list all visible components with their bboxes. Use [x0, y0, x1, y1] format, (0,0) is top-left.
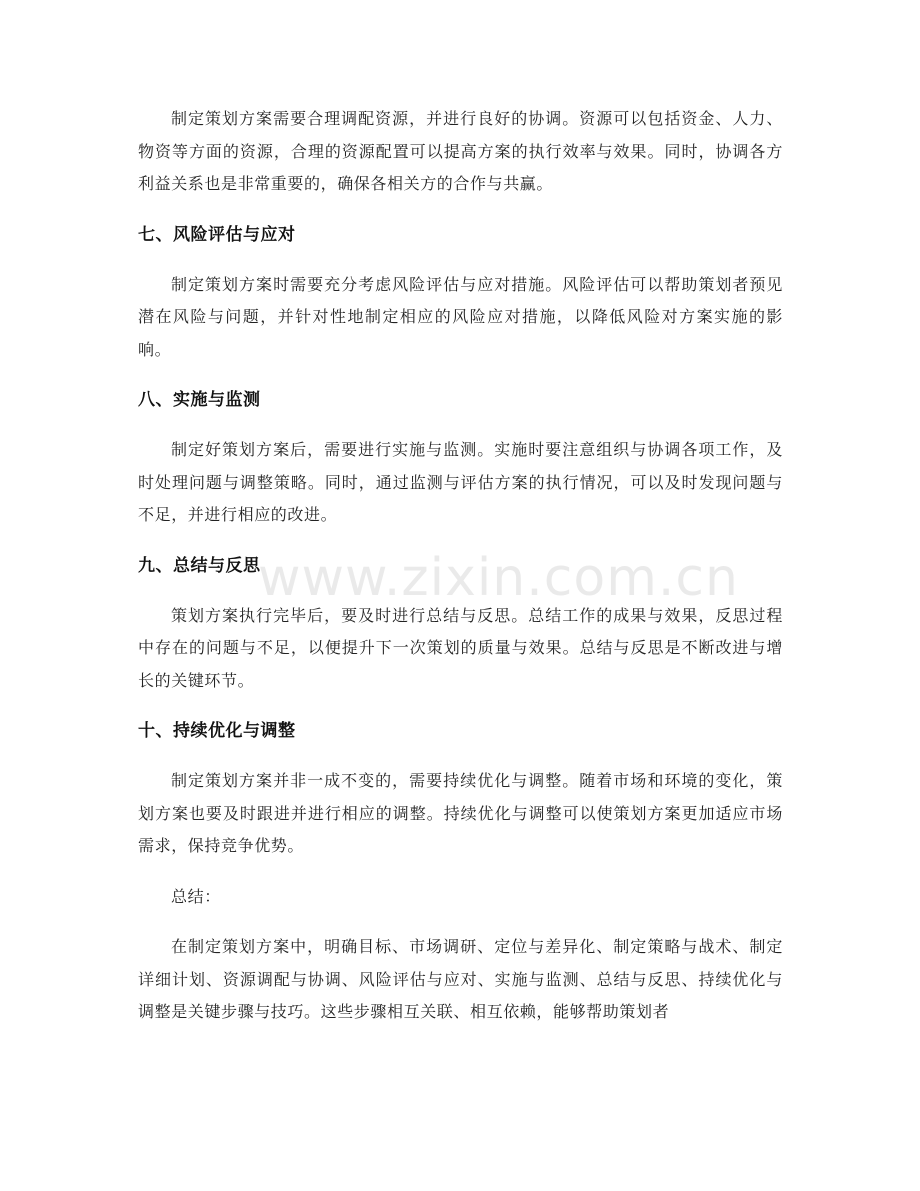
paragraph-review: 策划方案执行完毕后，要及时进行总结与反思。总结工作的成果与效果，反思过程中存在的问题与不足，以便提升下一次策划的质量与效果。总结与反思是不断改进与增长的关键环节。: [138, 605, 783, 690]
section-heading-implementation: 八、实施与监测: [138, 390, 261, 410]
spacer: [138, 416, 783, 434]
spacer: [138, 747, 783, 765]
spacer: [138, 582, 783, 600]
spacer: [138, 201, 783, 219]
spacer: [138, 697, 783, 715]
section-heading-risk: 七、风险评估与应对: [138, 224, 296, 245]
spacer: [138, 251, 783, 269]
paragraph-resource-coordination: 制定策划方案需要合理调配资源，并进行良好的协调。资源可以包括资金、人力、物资等方面的资源，合理的资源配置可以提高方案的执行效率与效果。同时，协调各方利益关系也是非常重要的，确保各相关方的合作与共赢。: [138, 109, 783, 193]
spacer: [138, 532, 783, 550]
paragraph-optimization: 制定策划方案并非一成不变的，需要持续优化与调整。随着市场和环境的变化，策划方案也要及时跟进并进行相应的调整。持续优化与调整可以使策划方案更加适应市场需求，保持竞争优势。: [138, 771, 783, 855]
watermark-text: www.zixin.com.cn: [258, 548, 739, 608]
document-body: [138, 103, 783, 1029]
paragraph-implementation: 制定好策划方案后，需要进行实施与监测。实施时要注意组织与协调各项工作，及时处理问题与调整策略。同时，通过监测与评估方案的执行情况，可以及时发现问题与不足，并进行相应的改进。: [138, 440, 783, 524]
summary-label: 总结：: [171, 886, 221, 906]
paragraph-summary: 在制定策划方案中，明确目标、市场调研、定位与差异化、制定策略与战术、制定详细计划、资源调配与协调、风险评估与应对、实施与监测、总结与反思、持续优化与调整是关键步骤与技巧。这些步骤相互关联、相互依赖，能够帮助策划者: [138, 937, 783, 1021]
spacer: [138, 863, 783, 881]
section-heading-review: 九、总结与反思: [138, 555, 261, 576]
section-heading-optimization: 十、持续优化与调整: [138, 721, 296, 741]
paragraph-risk: 制定策划方案时需要充分考虑风险评估与应对措施。风险评估可以帮助策划者预见潜在风险与问题，并针对性地制定相应的风险应对措施，以降低风险对方案实施的影响。: [138, 274, 783, 359]
spacer: [138, 913, 783, 931]
spacer: [138, 366, 783, 384]
